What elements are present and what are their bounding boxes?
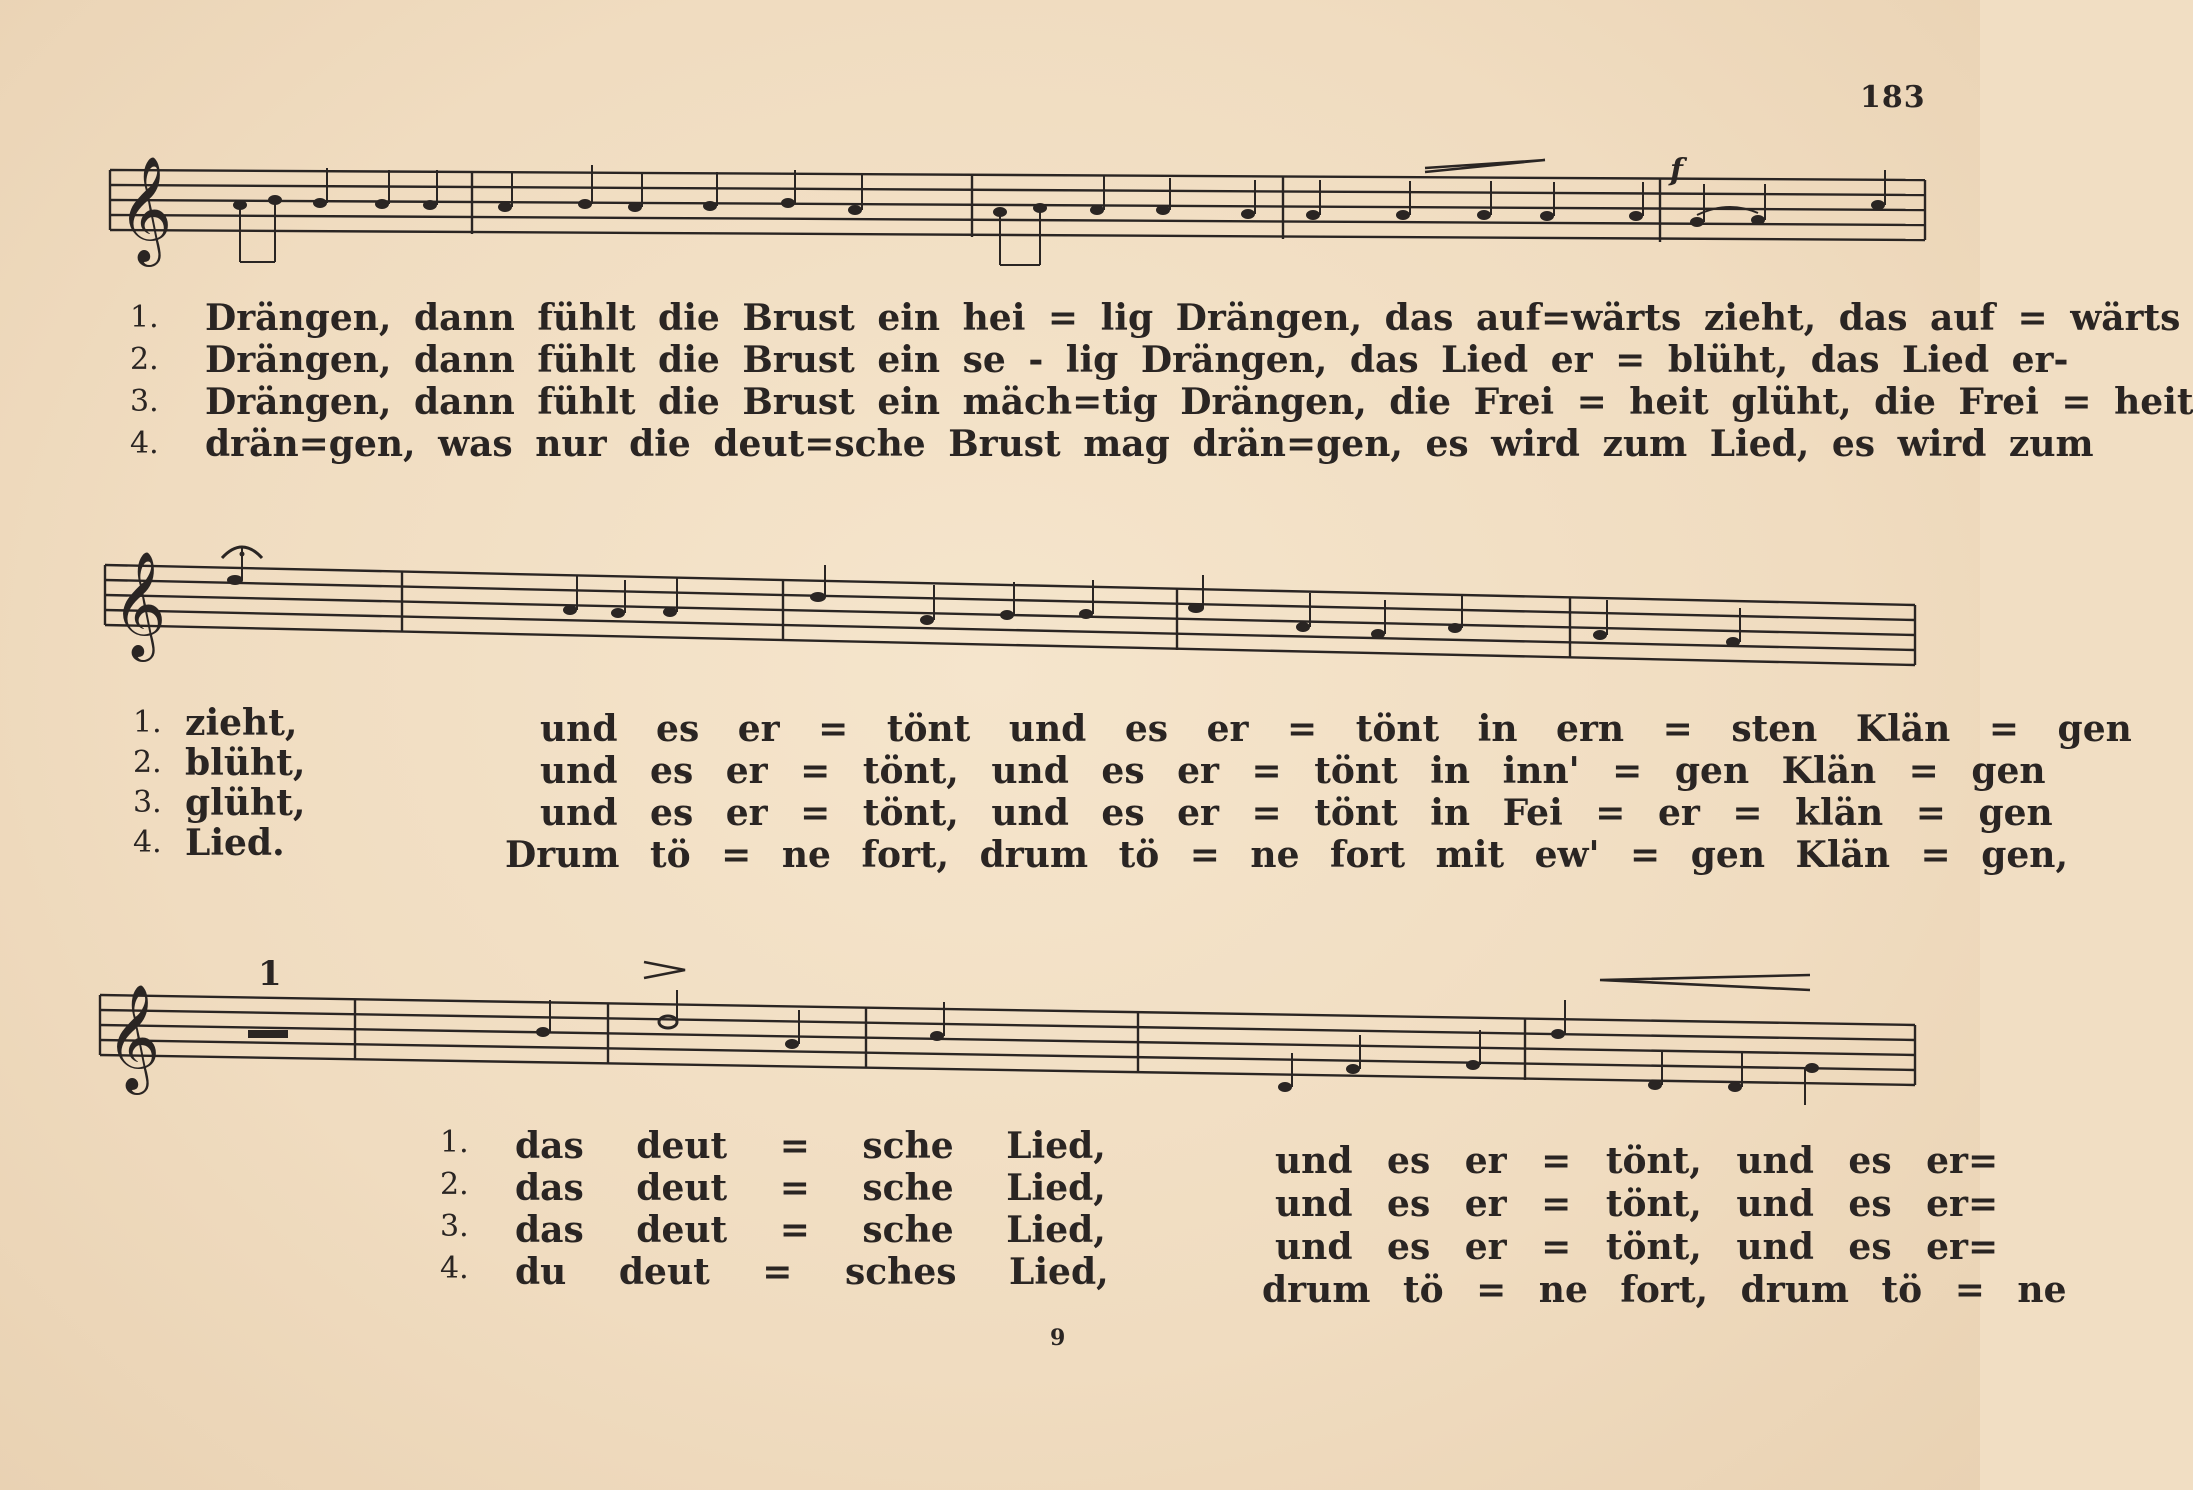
lyric-line: das deut = sche Lied, bbox=[515, 1209, 1106, 1251]
dynamic-forte: f bbox=[1670, 153, 1683, 188]
treble-clef-icon: 𝄞 bbox=[118, 155, 173, 262]
lyric-line-tail: und es er = tönt, und es er= bbox=[1275, 1183, 1999, 1225]
lyric-line-tail: und es er = tönt, und es er= bbox=[1275, 1140, 1999, 1182]
lyric-line-tail: drum tö = ne fort, drum tö = ne bbox=[1262, 1269, 2067, 1311]
lyric-line: Drängen, dann fühlt die Brust ein se - lig Drängen, das Lied er = blüht, das Lied er- bbox=[205, 339, 2069, 381]
verse-number: 3. bbox=[133, 785, 162, 820]
lyric-line: und es er = tönt und es er = tönt in ern = sten Klän = gen bbox=[540, 708, 2132, 750]
lyric-line-start: Lied. bbox=[185, 822, 285, 864]
lyric-line: drän=gen, was nur die deut=sche Brust mag drän=gen, es wird zum Lied, es wird zum bbox=[205, 423, 2094, 465]
verse-number: 3. bbox=[130, 384, 159, 419]
verse-number: 3. bbox=[440, 1209, 469, 1244]
verse-number: 2. bbox=[440, 1167, 469, 1202]
lyric-line-start: glüht, bbox=[185, 782, 306, 824]
multi-measure-rest-icon bbox=[248, 1030, 288, 1038]
verse-number: 4. bbox=[133, 825, 162, 860]
lyric-line: das deut = sche Lied, bbox=[515, 1125, 1106, 1167]
accent-icon bbox=[644, 962, 685, 978]
lyric-line: und es er = tönt, und es er = tönt in inn' = gen Klän = gen bbox=[540, 750, 2046, 792]
page-number: 183 bbox=[1860, 80, 1926, 115]
verse-number: 1. bbox=[440, 1125, 469, 1160]
lyric-line-start: zieht, bbox=[185, 702, 298, 744]
rest-count: 1 bbox=[258, 954, 282, 994]
lyric-line-start: blüht, bbox=[185, 742, 306, 784]
verse-number: 4. bbox=[440, 1251, 469, 1286]
verse-number: 2. bbox=[130, 342, 159, 377]
lyric-line: Drängen, dann fühlt die Brust ein mäch=tig Drängen, die Frei = heit glüht, die Frei = heit bbox=[205, 381, 2193, 423]
lyric-line: du deut = sches Lied, bbox=[515, 1251, 1109, 1293]
verse-number: 4. bbox=[130, 426, 159, 461]
lyric-line: das deut = sche Lied, bbox=[515, 1167, 1106, 1209]
verse-number: 1. bbox=[130, 300, 159, 335]
lyric-line: Drum tö = ne fort, drum tö = ne fort mit ew' = gen Klän = gen, bbox=[505, 834, 2069, 876]
treble-clef-icon: 𝄞 bbox=[106, 983, 161, 1090]
signature-mark: 9 bbox=[1050, 1325, 1066, 1351]
verse-number: 2. bbox=[133, 745, 162, 780]
verse-number: 1. bbox=[133, 705, 162, 740]
lyric-line: und es er = tönt, und es er = tönt in Fei = er = klän = gen bbox=[540, 792, 2053, 834]
lyric-line-tail: und es er = tönt, und es er= bbox=[1275, 1226, 1999, 1268]
lyric-line: Drängen, dann fühlt die Brust ein hei = lig Drängen, das auf=wärts zieht, das auf = wärts bbox=[205, 297, 2181, 339]
treble-clef-icon: 𝄞 bbox=[112, 550, 167, 657]
